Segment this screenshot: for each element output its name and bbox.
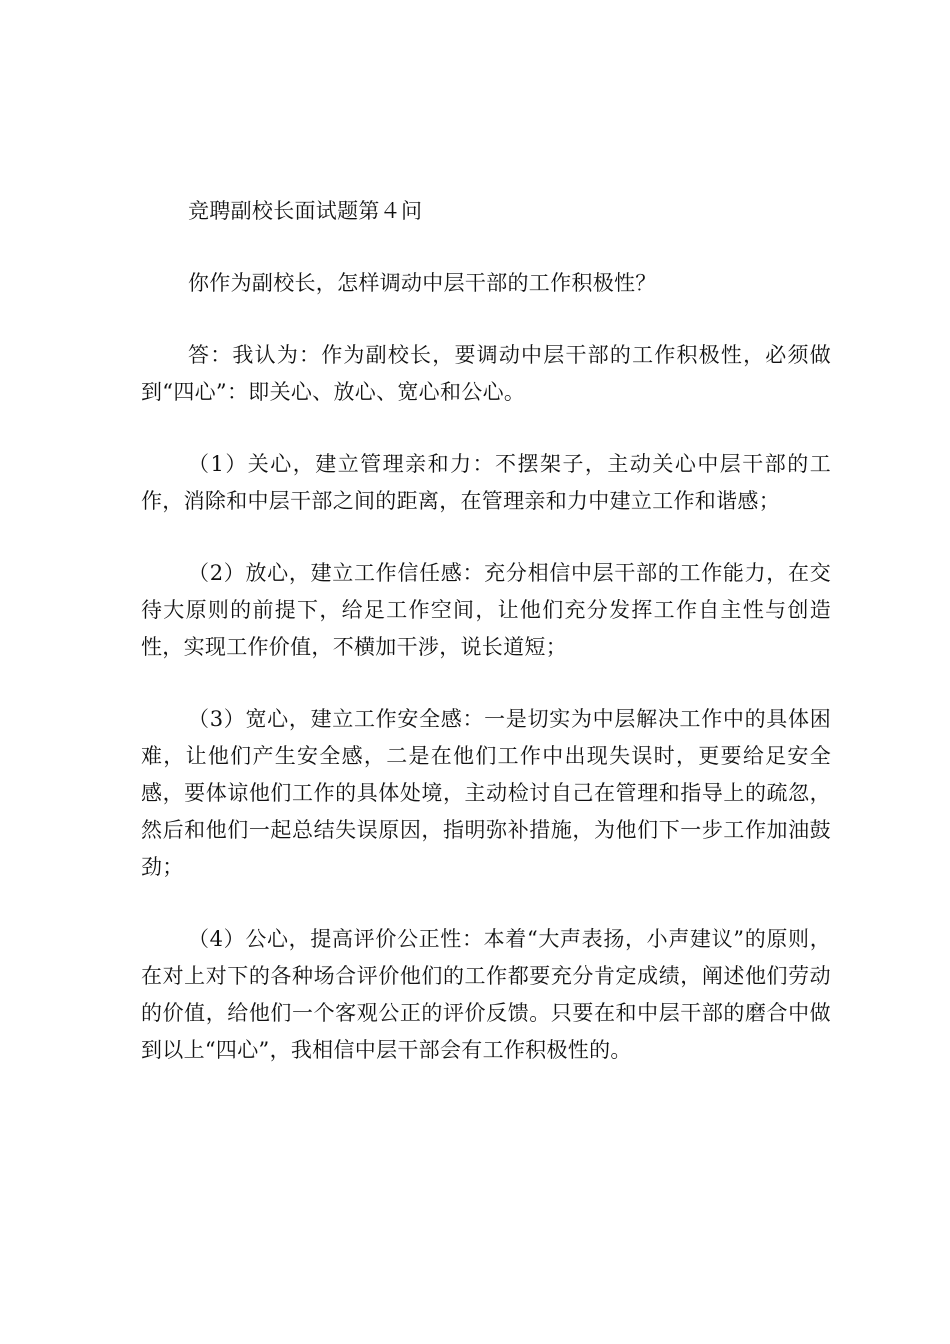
answer-point-3: （3）宽心，建立工作安全感：一是切实为中层解决工作中的具体困难，让他们产生安全感，二是在他们工作中出现失误时，更要给足安全感，要体谅他们工作的具体处境，主动检讨自己在管理和指导上的疏忽，然后和他们一起总结失误原因，指明弥补措施，为他们下一步工作加油鼓劲； [141,707,831,879]
answer-intro: 答：我认为：作为副校长，要调动中层干部的工作积极性，必须做到“四心”：即关心、放心、宽心和公心。 [141,343,831,404]
answer-point-4: （4）公心，提高评价公正性：本着“大声表扬，小声建议”的原则，在对上对下的各种场合评价他们的工作都要充分肯定成绩，阐述他们劳动的价值，给他们一个客观公正的评价反馈。只要在和中层干部的磨合中做到以上“四心”，我相信中层干部会有工作积极性的。 [141,927,831,1062]
document-title: 竞聘副校长面试题第４问 [188,199,423,223]
answer-point-2: （2）放心，建立工作信任感：充分相信中层干部的工作能力，在交待大原则的前提下，给足工作空间，让他们充分发挥工作自主性与创造性，实现工作价值，不横加干涉，说长道短； [141,561,831,659]
question-text: 你作为副校长，怎样调动中层干部的工作积极性？ [188,271,657,295]
document-body [141,193,831,1069]
answer-point-1: （1）关心，建立管理亲和力：不摆架子，主动关心中层干部的工作，消除和中层干部之间的距离，在管理亲和力中建立工作和谐感； [141,452,831,513]
